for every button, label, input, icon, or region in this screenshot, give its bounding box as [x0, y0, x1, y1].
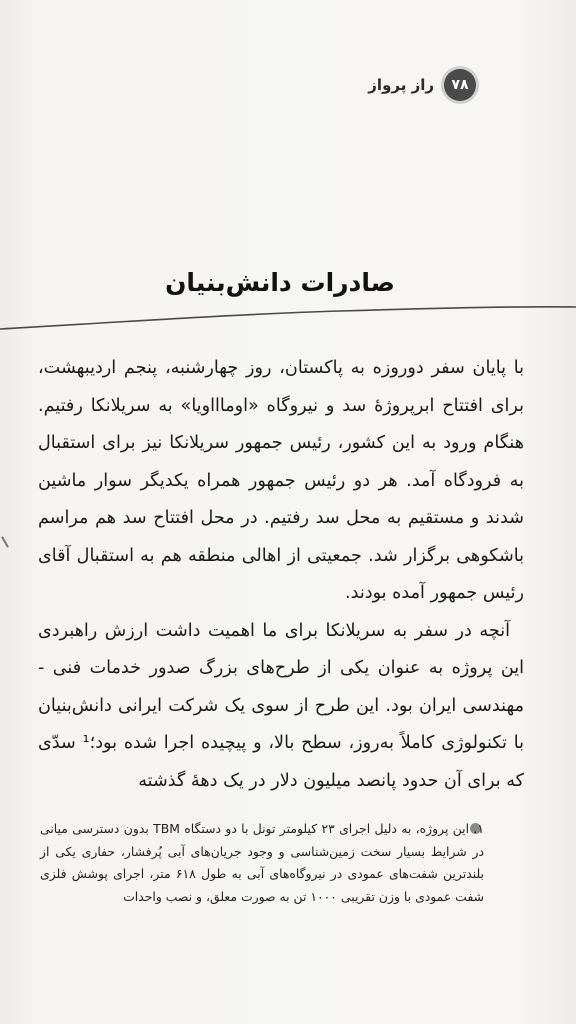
paragraph: با پایان سفر دوروزه به پاکستان، روز چهارشنبه، پنجم اردیبهشت، برای افتتاح ابرپروژهٔ سد و نیروگاه «اوماااویا» به سریلانکا رفتیم. هنگام ورود به این کشور، رئیس جمهور سریلانکا نیز برای استقبال به فرودگاه آمد. هر دو رئیس جمهور همراه یکدیگر سوار ماشین شدند و مستقیم به محل سد رفتیم. در محل افتتاح سد هم مراسم باشکوهی برگزار شد. جمعیتی از اهالی منطقه هم به استقبال آقای رئیس جمهور آمده بودند. [38, 358, 524, 603]
title-divider-curve [0, 300, 576, 340]
body-text [38, 350, 524, 800]
footnote: ۱. این پروژه، به دلیل اجرای ۲۳ کیلومتر تونل با دو دستگاه TBM بدون دسترسی میانی در شرایط بسیار سخت زمین‌شناسی و وجود جریان‌های آبی پُرفشار، حفاری یکی از بلندترین شفت‌های عمودی در نیروگاه‌های آبی به طول ۶۱۸ متر، اجرای پوشش فلزی شفت عمودی با وزن تقریبی ۱۰۰۰ تن به صورت معلق، و نصب واحدات [40, 821, 484, 904]
chapter-title: صادرات دانش‌بنیان [165, 268, 395, 297]
page-number: ۷۸ [451, 77, 469, 93]
paragraph: آنچه در سفر به سریلانکا برای ما اهمیت داشت ارزش راهبردی این پروژه به عنوان یکی از طرح‌های بزرگ صدور خدمات فنی - مهندسی ایران بود. این طرح از سوی یک شرکت ایرانی دانش‌بنیان با تکنولوژی کاملاً به‌روز، سطح بالا، و پیچیده اجرا شده بود؛¹ سدّی که برای آن حدود پانصد میلیون دلار در یک دههٔ گذشته [38, 620, 524, 791]
page-number-badge [444, 69, 476, 101]
book-title: راز پرواز [368, 76, 434, 94]
page-edge-mark [1, 536, 9, 547]
running-header [368, 68, 476, 102]
